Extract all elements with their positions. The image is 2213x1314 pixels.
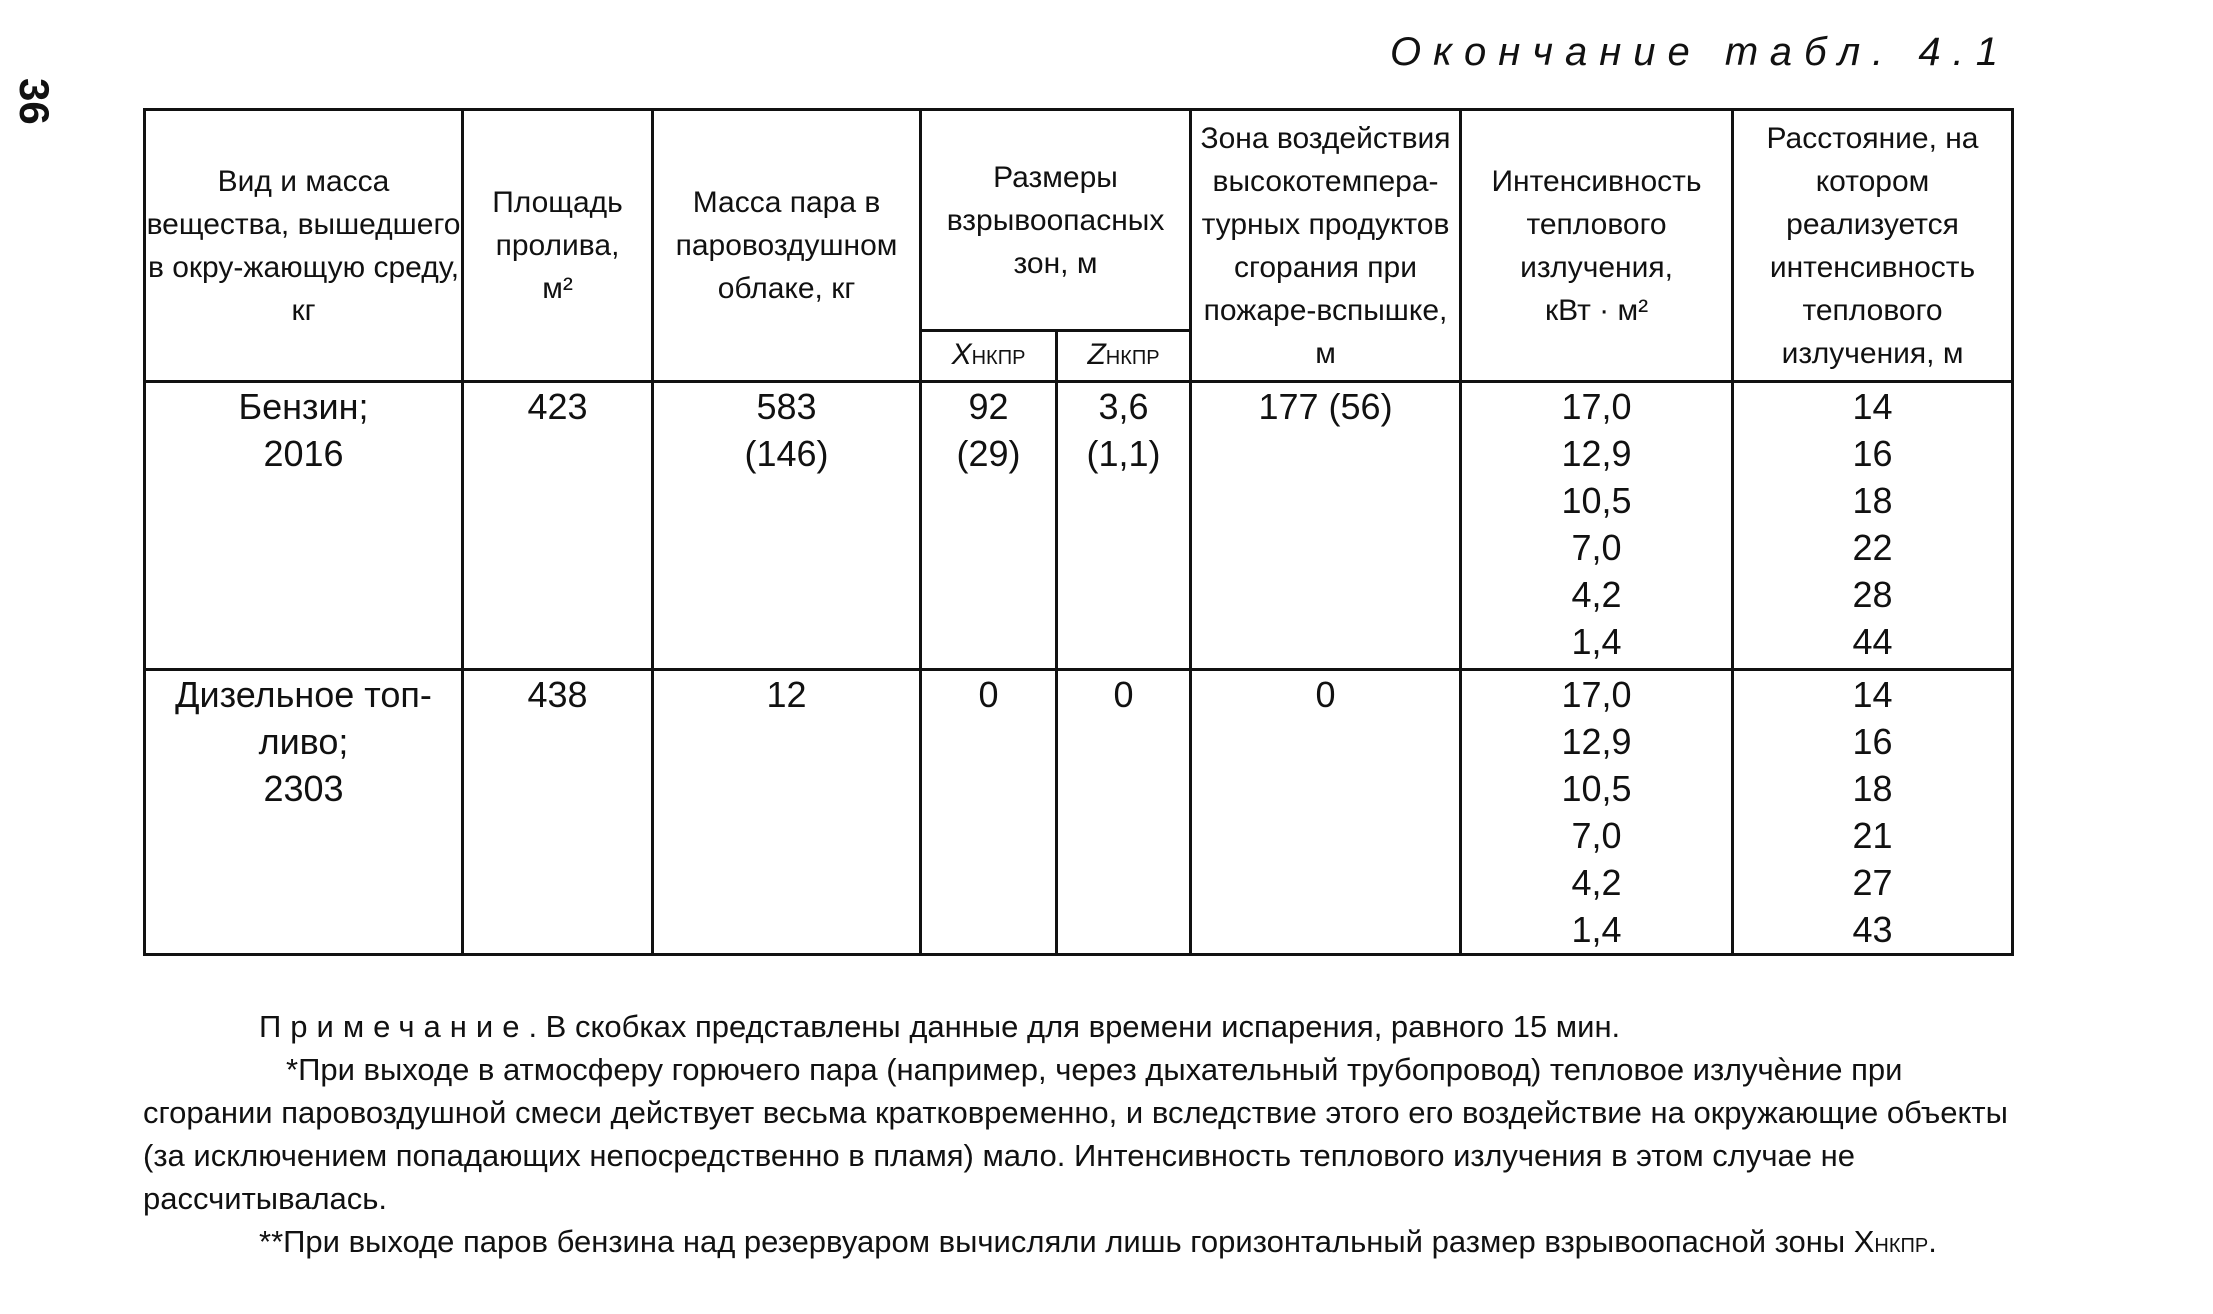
header-z-nkpr: [1057, 331, 1191, 382]
table-row: [145, 670, 2013, 955]
header-explosive-zones: Размеры взрывоопасных зон, м: [921, 110, 1191, 331]
note-double-star-text: **При выходе паров бензина над резервуаром вычисляли лишь горизонтальный размер взрывоопасной зоны X: [259, 1224, 1875, 1259]
cell-combustion-zone: 177 (56): [1191, 382, 1461, 670]
header-intensity-label: Интенсивность теплового излучения,: [1491, 164, 1702, 284]
cell-z-nkpr: [1057, 670, 1191, 955]
header-area-unit: м²: [542, 272, 573, 305]
header-intensity-unit: кВт · м²: [1544, 293, 1649, 327]
cell-line: 12,9: [1561, 721, 1632, 762]
header-area: [463, 110, 653, 382]
header-area-label: Площадь пролива,: [492, 186, 623, 262]
cell-line: 21: [1852, 815, 1893, 856]
header-intensity: [1461, 110, 1733, 382]
cell-line: 27: [1852, 862, 1893, 903]
cell-line: (29): [956, 433, 1021, 474]
cell-substance: [145, 382, 463, 670]
cell-line: 12: [766, 674, 807, 715]
cell-line: 0: [978, 674, 999, 715]
cell-vapor-mass: [653, 670, 921, 955]
header-x-nkpr: [921, 331, 1057, 382]
header-z-sub: НКПР: [1105, 346, 1160, 369]
header-z-main: Z: [1087, 337, 1106, 371]
cell-line: 1,4: [1571, 909, 1622, 950]
cell-line: 22: [1852, 527, 1893, 568]
cell-line: 14: [1852, 674, 1893, 715]
note-double-star-end: .: [1928, 1224, 1937, 1259]
cell-line: 4,2: [1571, 574, 1622, 615]
cell-line: 43: [1852, 909, 1893, 950]
cell-line: 3,6: [1098, 386, 1149, 427]
note-title: [143, 1005, 2023, 1048]
cell-line: 7,0: [1571, 815, 1622, 856]
cell-intensity: [1461, 382, 1733, 670]
cell-line: Бензин;: [238, 386, 369, 427]
cell-line: (1,1): [1086, 433, 1161, 474]
cell-line: 14: [1852, 386, 1893, 427]
header-vapor-mass: Масса пара в паровоздушном облаке, кг: [653, 110, 921, 382]
cell-line: 92: [968, 386, 1009, 427]
cell-line: 0: [1113, 674, 1134, 715]
cell-z-nkpr: [1057, 382, 1191, 670]
header-substance: Вид и масса вещества, вышедшего в окру-жающую среду, кг: [145, 110, 463, 382]
cell-distance: [1733, 670, 2013, 955]
cell-line: 16: [1852, 433, 1893, 474]
cell-line: 583: [756, 386, 817, 427]
cell-distance: [1733, 382, 2013, 670]
cell-line: Дизельное топ-: [175, 674, 432, 715]
cell-line: 7,0: [1571, 527, 1622, 568]
cell-x-nkpr: [921, 382, 1057, 670]
cell-line: 16: [1852, 721, 1893, 762]
cell-line: 17,0: [1561, 674, 1632, 715]
cell-substance: [145, 670, 463, 955]
cell-line: ливо;: [258, 721, 349, 762]
cell-line: 17,0: [1561, 386, 1632, 427]
cell-line: 10,5: [1561, 480, 1632, 521]
table-caption: Окончание табл. 4.1: [1390, 30, 2010, 74]
table-notes: [143, 1005, 2023, 1268]
note-star: *При выходе в атмосферу горючего пара (например, через дыхательный трубопровод) тепловое излучèние при сгорании паровоздушной смеси действует весьма кратковременно, и вследствие этого его воздействие на окружающие объекты (за исключением попадающих непосредственно в пламя) мало. Интенсивность теплового излучения в этом случае не рассчитывалась.: [143, 1052, 2008, 1216]
cell-line: 18: [1852, 768, 1893, 809]
cell-intensity: [1461, 670, 1733, 955]
cell-area: 438: [463, 670, 653, 955]
cell-area: 423: [463, 382, 653, 670]
cell-x-nkpr: [921, 670, 1057, 955]
cell-line: 2303: [263, 768, 344, 809]
page-number: 36: [11, 78, 58, 125]
data-table: [143, 108, 2014, 956]
cell-line: 1,4: [1571, 621, 1622, 662]
header-combustion-zone: Зона воздействия высокотемпера-турных продуктов сгорания при пожаре-вспышке, м: [1191, 110, 1461, 382]
cell-line: (146): [744, 433, 829, 474]
table-row: [145, 382, 2013, 670]
header-x-sub: НКПР: [971, 346, 1026, 369]
cell-line: 2016: [263, 433, 344, 474]
cell-combustion-zone: 0: [1191, 670, 1461, 955]
header-x-main: X: [951, 337, 972, 371]
note-title-text: . В скобках представлены данные для времени испарения, равного 15 мин.: [528, 1009, 1621, 1044]
header-row: [145, 110, 2013, 331]
cell-line: 18: [1852, 480, 1893, 521]
note-title-word: Примечание: [259, 1009, 529, 1044]
cell-line: 12,9: [1561, 433, 1632, 474]
header-distance: Расстояние, на котором реализуется интенсивность теплового излучения, м: [1733, 110, 2013, 382]
note-double-star: [143, 1220, 2023, 1268]
note-double-star-sub: НКПР: [1874, 1235, 1929, 1257]
cell-line: 10,5: [1561, 768, 1632, 809]
cell-vapor-mass: [653, 382, 921, 670]
cell-line: 4,2: [1571, 862, 1622, 903]
cell-line: 44: [1852, 621, 1893, 662]
cell-line: 28: [1852, 574, 1893, 615]
